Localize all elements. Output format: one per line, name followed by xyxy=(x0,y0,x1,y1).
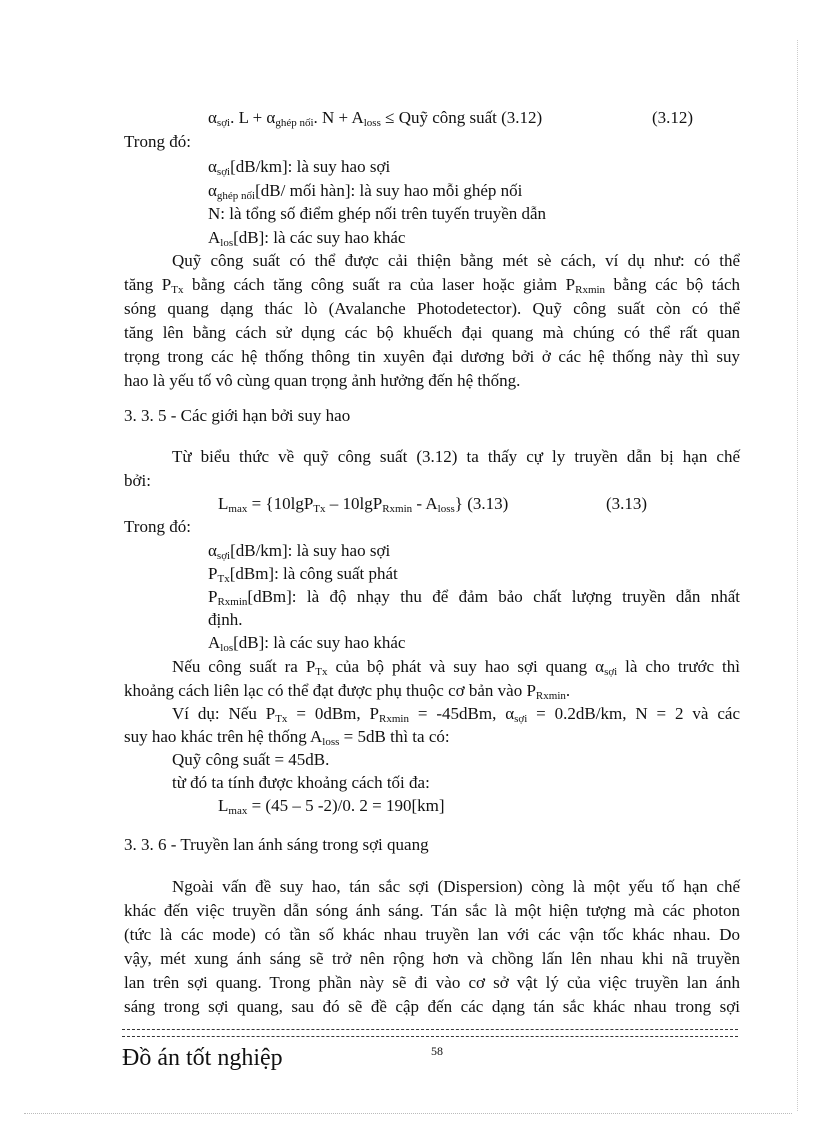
paragraph-line: Nếu công suất ra $P_{Tx}$ của bộ phát và suy hao sợi quang $\alpha_{sợi}$ là cho trước thì xyxy=(172,657,740,678)
paragraph-line: Từ biểu thức về quỹ công suất (3.12) ta thấy cự ly truyền dẫn bị hạn chế xyxy=(172,447,740,466)
page-edge-dots-vertical xyxy=(797,40,798,1111)
def-alpha-splice: $\alpha_{ghép nối}[dB/$ mối hàn]: là suy hao mỗi ghép nối xyxy=(208,181,523,202)
footer-title: Đồ án tốt nghiệp xyxy=(122,1045,283,1071)
page-number: 58 xyxy=(431,1044,443,1058)
paragraph-line: Ngoài vấn đề suy hao, tán sắc sợi (Dispersion) còng là một yếu tố hạn chế xyxy=(172,877,740,896)
paragraph-line: sóng quang dạng thác lò (Avalanche Photodetector). Quỹ công suất còn có thể xyxy=(124,299,740,318)
paragraph-line: Quỹ công suất có thể được cải thiện bằng mét sè cách, ví dụ như: có thể xyxy=(172,251,740,270)
example-result: $L_{max} = (45 - 5$ -2)/0. 2 = 190[km] xyxy=(218,796,445,817)
def-alpha-fiber: $\alpha_{sợi}[dB/km]$: là suy hao sợi xyxy=(208,157,391,178)
paragraph-line: tăng $P_{Tx}$ bằng cách tăng công suất ra của laser hoặc giảm $P_{Rxmin}$ bằng các bộ tách xyxy=(124,275,740,296)
where-label: Trong đó: xyxy=(124,517,191,536)
def-prxmin-cont: định. xyxy=(208,610,243,629)
paragraph-line: sáng trong sợi quang, sau đó sẽ đề cập đến các dạng tán sắc khác nhau trong sợi xyxy=(124,997,740,1016)
page-edge-dots xyxy=(24,1113,792,1114)
paragraph-line: trọng trong các hệ thống thông tin xuyên đại dương bởi ở các hệ thống này thì suy xyxy=(124,347,740,366)
paragraph-line: vậy, mét xung ánh sáng sẽ trở nên rộng hơn và chồng lấn lên nhau khi nã truyền xyxy=(124,949,740,968)
equation-number-3-13: (3.13) xyxy=(606,494,648,513)
where-label: Trong đó: xyxy=(124,132,191,151)
footer-separator xyxy=(122,1029,738,1037)
equation-3-12: $\alpha_{sợi}$. $L + \alpha_{ghép nối}$. $N + A_{loss}$ ≤ Quỹ công suất (3.12) xyxy=(208,108,543,129)
def-alpha-fiber: $\alpha_{sợi}[dB/km]$: là suy hao sợi xyxy=(208,541,391,562)
paragraph-line: tăng lên bằng cách sử dụng các bộ khuếch đại quang mà chúng có thể rất quan xyxy=(124,323,740,342)
example-line: Quỹ công suất = 45dB. xyxy=(172,750,330,769)
equation-number-3-12: (3.12) xyxy=(652,108,694,127)
paragraph-line: lan trên sợi quang. Trong phần này sẽ đi vào cơ sở vật lý của việc truyền lan ánh xyxy=(124,973,740,992)
example-line: từ đó ta tính được khoảng cách tối đa: xyxy=(172,773,430,792)
paragraph-line: khoảng cách liên lạc có thể đạt được phụ thuộc cơ bản vào $P_{Rxmin}$. xyxy=(124,681,571,702)
def-prxmin: $P_{Rxmin}[dBm]$: là độ nhạy thu để đảm bảo chất lượng truyền dẫn nhất xyxy=(208,587,740,608)
paragraph-line: bởi: xyxy=(124,471,151,490)
example-line: suy hao khác trên hệ thống $A_{loss} = 5dB$ thì ta có: xyxy=(124,727,450,748)
paragraph-line: hao là yếu tố vô cùng quan trọng ảnh hưởng đến hệ thống. xyxy=(124,371,521,390)
def-n: N: là tổng số điểm ghép nối trên tuyến truyền dẫn xyxy=(208,204,547,223)
section-heading-3-3-5: 3. 3. 5 - Các giới hạn bởi suy hao xyxy=(124,406,351,425)
example-line: Ví dụ: Nếu $P_{Tx} = 0dBm$, $P_{Rxmin} = -45dBm$, $\alpha_{sợi} = 0.2dB/km$, N = 2 và các xyxy=(172,704,741,725)
def-a-loss: $A_{los}[dB]$: là các suy hao khác xyxy=(208,633,406,654)
paragraph-line: (tức là các mode) có tần số khác nhau truyền lan với các vận tốc khác nhau. Do xyxy=(124,925,740,944)
equation-3-13: $L_{max} = \{10\lg P_{Tx} - 10\lg P_{Rxmin} - A_{loss}\}$ (3.13) xyxy=(218,494,509,515)
paragraph-line: khác đến việc truyền dẫn sóng ánh sáng. Tán sắc là một hiện tượng mà các photon xyxy=(124,901,740,920)
def-a-loss: $A_{los}[dB]$: là các suy hao khác xyxy=(208,228,406,249)
section-heading-3-3-6: 3. 3. 6 - Truyền lan ánh sáng trong sợi quang xyxy=(124,835,429,854)
def-ptx: $P_{Tx}[dBm]$: là công suất phát xyxy=(208,564,398,585)
